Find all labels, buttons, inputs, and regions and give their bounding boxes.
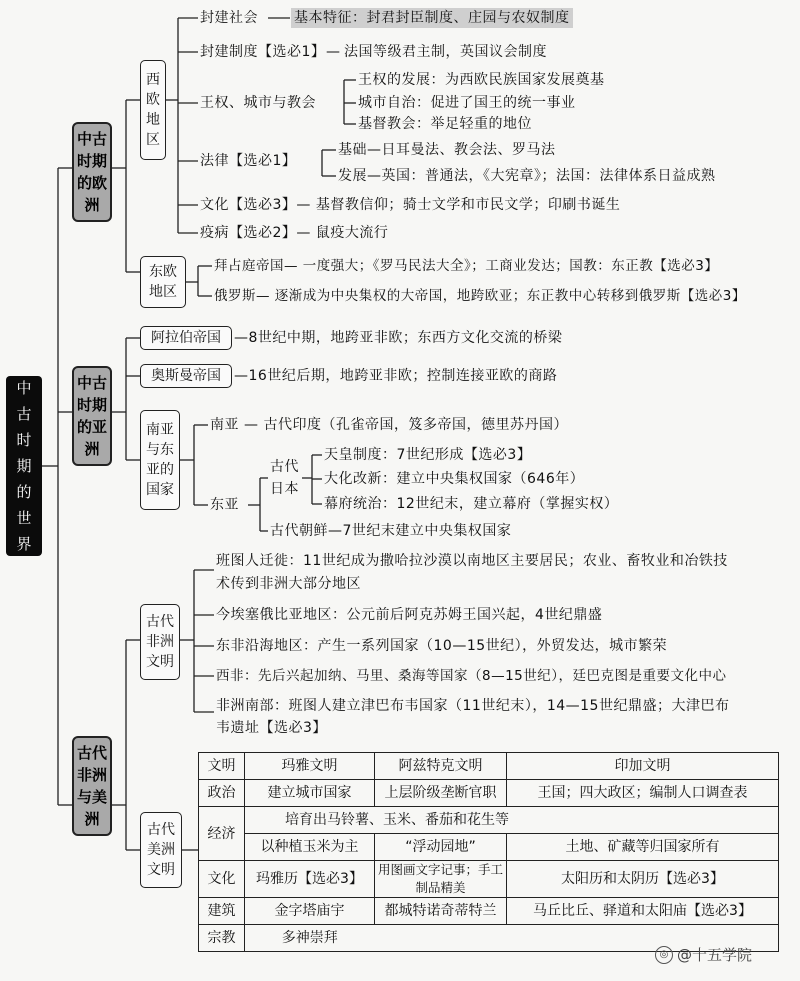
table-cell: 玛雅历【选必3】	[245, 861, 375, 898]
south-africa-line-cont: 韦遗址【选必3】	[216, 720, 327, 736]
table-row	[199, 898, 779, 925]
japan-item: 大化改新：建立中央集权国家（646年）	[324, 471, 585, 487]
japan-item: 幕府统治：12世纪末，建立幕府（掌握实权）	[324, 496, 619, 512]
table-cell: 建筑	[199, 898, 245, 925]
bantu-line: 班图人迁徙：11世纪成为撒哈拉沙漠以南地区主要居民；农业、畜牧业和冶铁技	[216, 553, 728, 569]
kingship-heading: 王权、城市与教会	[200, 95, 316, 111]
east-africa-line: 东非沿海地区：产生一系列国家（10—15世纪），外贸发达，城市繁荣	[216, 638, 668, 654]
kingship-item: 基督教会：举足轻重的地位	[358, 116, 532, 132]
feudal-system-desc: 法国等级君主制，英国议会制度	[344, 44, 547, 60]
law-item: 基础—日耳曼法、教会法、罗马法	[338, 142, 556, 158]
west-europe-label: 西 欧 地 区	[140, 60, 166, 160]
table-cell: 政治	[199, 780, 245, 807]
asia-title: 中古 时期 的亚 洲	[72, 366, 112, 466]
watermark-text: @十五学院	[677, 946, 753, 964]
table-row	[199, 753, 779, 780]
west-africa-line: 西非：先后兴起加纳、马里、桑海等国家（8—15世纪），廷巴克图是重要文化中心	[216, 668, 727, 684]
table-cell: 建立城市国家	[245, 780, 375, 807]
africa-label: 古代 非洲 文明	[140, 604, 180, 680]
feudal-system: 封建制度【选必1】	[200, 44, 326, 60]
kingship-item: 王权的发展：为西欧民族国家发展奠基	[358, 72, 605, 88]
table-row	[199, 834, 779, 861]
table-row	[199, 807, 779, 834]
bantu-line-cont: 术传到非洲大部分地区	[216, 576, 361, 592]
table-row	[199, 780, 779, 807]
table-header: 印加文明	[507, 753, 779, 780]
table-cell: 培育出马铃薯、玉米、番茄和花生等	[245, 807, 779, 834]
table-cell: “浮动园地”	[375, 834, 507, 861]
table-cell: 多神崇拜	[245, 925, 375, 952]
table-cell: 文化	[199, 861, 245, 898]
law-item: 发展—英国：普通法，《大宪章》；法国：法律体系日益成熟	[338, 168, 716, 184]
ethiopia-line: 今埃塞俄比亚地区：公元前后阿克苏姆王国兴起，4世纪鼎盛	[216, 607, 603, 623]
south-asia-desc: — 古代印度（孔雀帝国，笈多帝国，德里苏丹国）	[244, 417, 568, 433]
plague-line: 疫病【选必2】— 鼠疫大流行	[200, 225, 389, 241]
south-africa-line: 非洲南部：班图人建立津巴布韦国家（11世纪末），14—15世纪鼎盛；大津巴布	[216, 698, 730, 714]
byzantine-line: 拜占庭帝国— 一度强大；《罗马民法大全》；工商业发达；国教：东正教【选必3】	[214, 258, 719, 274]
table-header: 文明	[199, 753, 245, 780]
table-cell: 用图画文字记事；手工制品精美	[375, 861, 507, 898]
europe-title: 中古 时期 的欧 洲	[72, 122, 112, 222]
table-cell: 上层阶级垄断官职	[375, 780, 507, 807]
ottoman-empire-desc: —16世纪后期，地跨亚非欧；控制连接亚欧的商路	[234, 368, 558, 384]
table-cell: 宗教	[199, 925, 245, 952]
russia-line: 俄罗斯— 逐渐成为中央集权的大帝国，地跨欧亚；东正教中心转移到俄罗斯【选必3】	[214, 288, 746, 304]
table-cell: 土地、矿藏等归国家所有	[507, 834, 779, 861]
arab-empire-label: 阿拉伯帝国	[140, 326, 232, 350]
east-europe-label: 东欧 地区	[140, 256, 186, 308]
table-cell: 都城特诺奇蒂特兰	[375, 898, 507, 925]
table-header: 玛雅文明	[245, 753, 375, 780]
table-cell: 太阳历和太阴历【选必3】	[507, 861, 779, 898]
ottoman-empire-label: 奥斯曼帝国	[140, 364, 232, 388]
table-cell: 金字塔庙宇	[245, 898, 375, 925]
watermark	[655, 944, 752, 965]
africa-america-title: 古代 非洲 与美 洲	[72, 736, 112, 836]
table-header: 阿兹特克文明	[375, 753, 507, 780]
kingship-item: 城市自治：促进了国王的统一事业	[358, 95, 576, 111]
watermark-logo-icon: ◎	[655, 946, 673, 964]
table-row	[199, 861, 779, 898]
feudal-society: 封建社会	[200, 10, 258, 26]
table-cell: 王国；四大政区；编制人口调查表	[507, 780, 779, 807]
table-cell: 以种植玉米为主	[245, 834, 375, 861]
culture-line: 文化【选必3】— 基督教信仰；骑士文学和市民文学；印刷书诞生	[200, 197, 621, 213]
south-east-asia-label: 南亚 与东 亚的 国家	[140, 410, 180, 510]
japan-label: 古代 日本	[270, 459, 299, 497]
table-cell: 马丘比丘、驿道和太阳庙【选必3】	[507, 898, 779, 925]
america-civilization-table	[198, 752, 779, 952]
korea-line: 古代朝鲜—7世纪末建立中央集权国家	[270, 523, 512, 539]
america-label: 古代 美洲 文明	[140, 812, 182, 888]
south-asia: 南亚	[210, 417, 239, 433]
table-cell-empty	[375, 925, 507, 952]
feudal-society-desc: 基本特征：封君封臣制度、庄园与农奴制度	[291, 8, 573, 28]
arab-empire-desc: —8世纪中期，地跨亚非欧；东西方文化交流的桥梁	[234, 330, 563, 346]
japan-item: 天皇制度：7世纪形成【选必3】	[324, 447, 532, 463]
east-asia: 东亚	[210, 497, 239, 513]
table-cell: 经济	[199, 807, 245, 861]
dash: —	[326, 44, 341, 60]
root-title: 中 古 时 期 的 世 界	[6, 376, 42, 556]
law-heading: 法律【选必1】	[200, 153, 297, 169]
